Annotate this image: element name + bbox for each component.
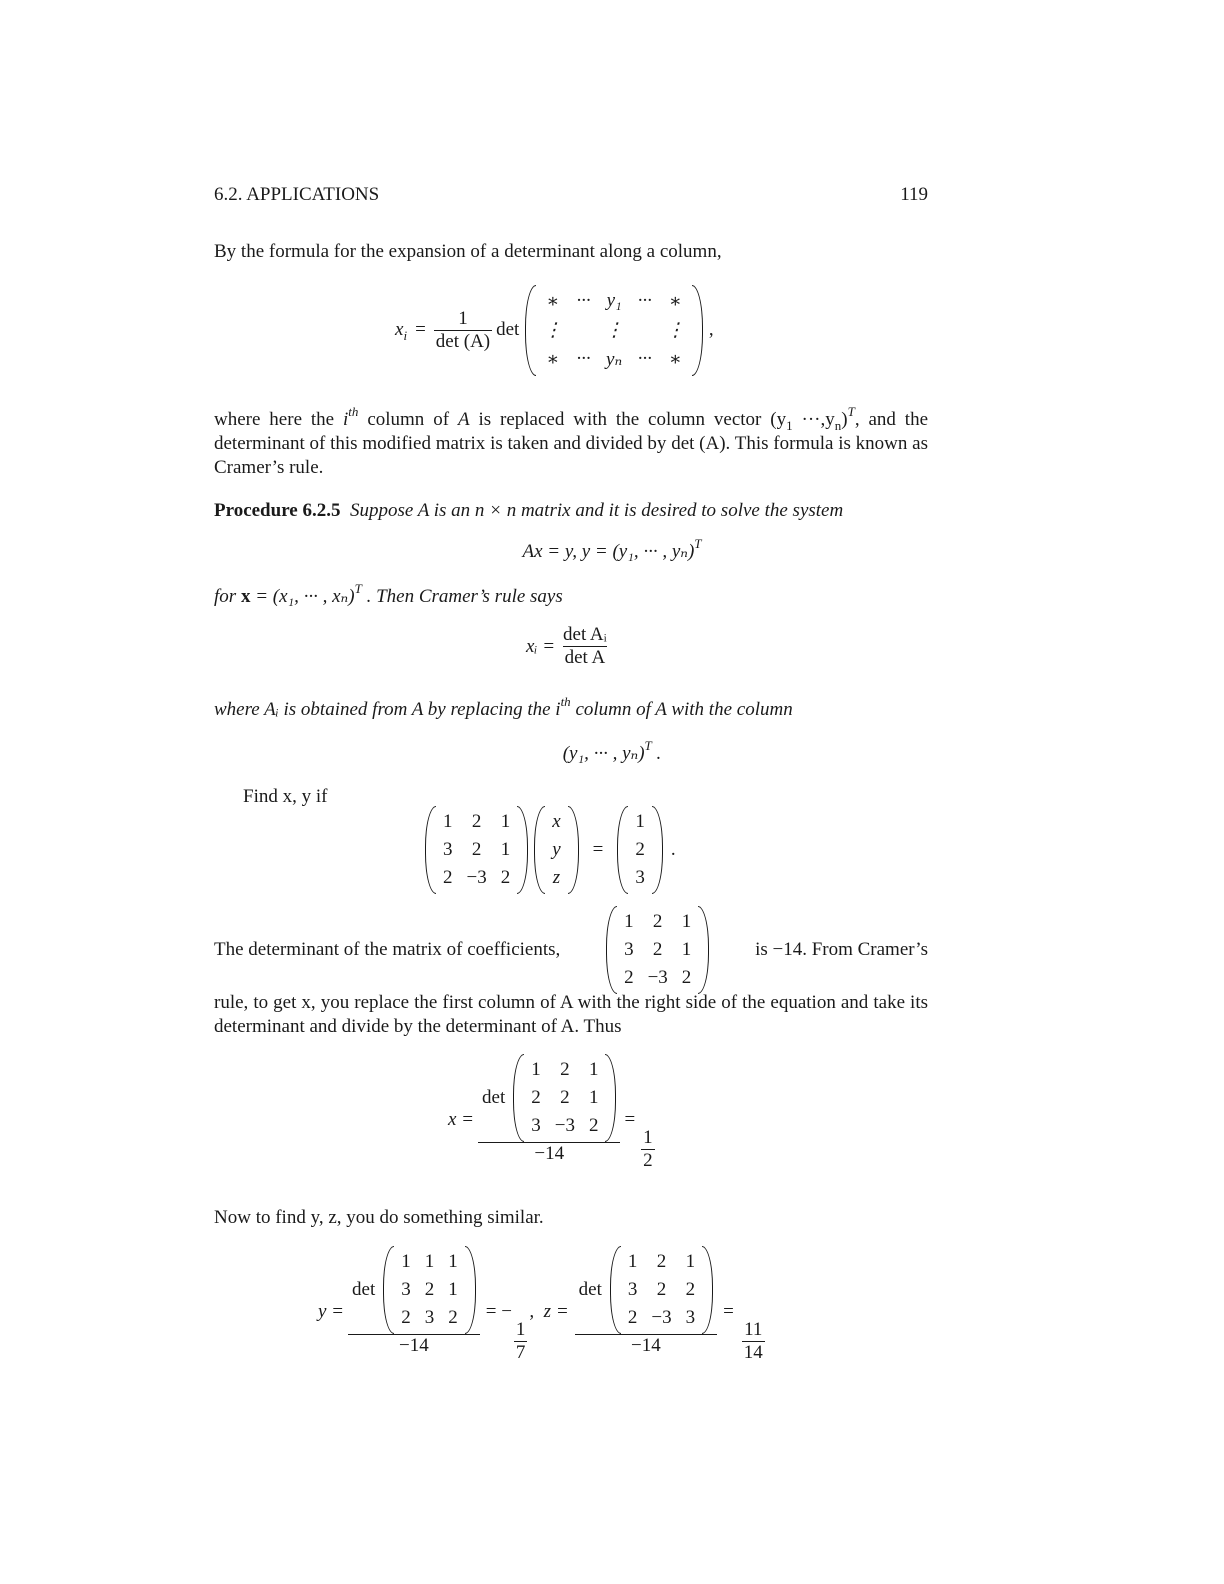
matrix-entry: 2 [424,1279,435,1300]
intro-text: By the formula for the expansion of a determinant along a column, [214,241,722,262]
matrix-row [545,864,567,892]
matrix-row [524,1112,605,1140]
eq1-equals: = [415,319,426,340]
procedure-label: Procedure 6.2.5 [214,500,341,521]
determinant-sentence: The determinant of the matrix of coefficients, 1 2 1 3 2 1 2 −3 2 is −14. From Cramer’s [214,906,928,994]
eq1-det: det [496,319,520,340]
matrix-entry: 2 [685,1279,696,1300]
matrix-entry: 1 [588,1087,599,1108]
matrix-row [536,316,692,345]
procedure-statement [214,499,928,523]
matrix-entry: 3 [443,839,453,860]
matrix-entry: ∗ [546,290,560,312]
matrix-entry: y [552,839,561,860]
matrix-row [545,836,567,864]
matrix-entry: 3 [424,1307,435,1328]
matrix-entry: 1 [681,939,692,960]
x-solution: x = det 1 2 1 2 2 1 3 −3 2 −14 = $\frac{1}{2}$ [448,1054,655,1165]
matrix-row [436,864,517,892]
matrix-entry: 2 [656,1279,667,1300]
matrix-entry: 2 [560,1059,570,1080]
page-number: 119 [900,184,928,205]
system-period: . [670,839,676,860]
matrix-entry: −3 [554,1115,575,1136]
example-prompt: Find x, y if [243,786,328,807]
matrix-entry: 1 [627,1251,638,1272]
matrix-row [524,1056,605,1084]
matrix-row [621,1248,702,1276]
procedure-system-equation: Ax = y, y = (y₁, ··· , yₙ)$^T$ [522,535,702,562]
z-numerator-matrix [610,1246,713,1334]
coefficient-matrix [425,806,528,894]
matrix-row [628,808,652,836]
matrix-entry: ⋮ [665,319,685,341]
matrix-entry: 1 [401,1251,411,1272]
variable-vector [534,806,578,894]
matrix-entry: 2 [401,1307,411,1328]
matrix-entry: y₁ [606,290,622,311]
matrix-row [394,1276,465,1304]
matrix-entry: 1 [500,811,511,832]
example-system [425,806,676,894]
matrix-entry: ··· [576,348,591,369]
matrix-entry: 2 [471,839,482,860]
matrix-entry: 3 [635,867,645,888]
eq1-matrix [525,285,703,376]
procedure-text: Suppose A is an n × n matrix and it is desired to solve the system [349,500,844,521]
matrix-entry: 2 [681,967,692,988]
y-fraction: det 1 1 1 3 2 1 2 3 2 −14 [350,1246,478,1357]
matrix-entry: ⋮ [543,319,563,341]
matrix-row [436,808,517,836]
matrix-entry: 3 [401,1279,411,1300]
x-numerator-matrix [513,1054,616,1142]
matrix-row [536,345,692,374]
matrix-entry: ··· [637,290,652,311]
matrix-entry: 2 [443,867,453,888]
y-numerator-matrix [383,1246,476,1334]
matrix-entry: ∗ [668,348,682,370]
matrix-entry: ··· [576,290,591,311]
matrix-entry: 1 [685,1251,696,1272]
matrix-entry: 2 [652,911,663,932]
matrix-row [628,836,652,864]
matrix-row [621,1276,702,1304]
matrix-entry: 1 [448,1251,458,1272]
matrix-entry: 1 [588,1059,599,1080]
procedure-for-line: for x = (x₁, ··· , xₙ)$^T$ . Then Cramer’s rule says [214,580,563,607]
matrix-entry: ··· [637,348,652,369]
matrix-entry: 2 [448,1307,458,1328]
matrix-entry: 3 [531,1115,541,1136]
matrix-entry: 1 [624,911,634,932]
matrix-entry: x [552,811,561,832]
matrix-entry: 2 [588,1115,599,1136]
eq1-comma: , [708,319,714,340]
matrix-entry: 2 [635,839,645,860]
running-header [214,184,928,208]
matrix-entry: 1 [424,1251,435,1272]
procedure-where-line: where Aᵢ is obtained from A by replacing the $i^{th}$ column of A with the column [214,693,793,720]
procedure-column-vector: (y₁, ··· , yₙ)$^T$ . [562,737,662,764]
matrix-entry: −3 [466,867,487,888]
matrix-row [621,1304,702,1332]
matrix-entry: 3 [624,939,634,960]
matrix-row [394,1248,465,1276]
matrix-entry: 1 [681,911,692,932]
matrix-entry: −3 [651,1307,672,1328]
cramer-rule-formula: xᵢ = $\frac{\text{det Aᵢ}}{\text{det A}}$ [526,624,607,668]
matrix-row [617,936,698,964]
det-paragraph-matrix [606,906,709,994]
matrix-row [436,836,517,864]
matrix-row [536,287,692,316]
matrix-entry: 2 [471,811,482,832]
matrix-entry: ∗ [546,348,560,370]
matrix-row [628,864,652,892]
section-title: 6.2. APPLICATIONS [214,184,380,205]
matrix-entry: 1 [448,1279,458,1300]
eq1-lhs: $x_i$ [395,319,408,343]
eq1-fraction: $\frac{1}{\det (A)}$ [435,307,491,352]
matrix-entry: yₙ [606,348,623,370]
determinant-sentence-continued: rule, to get x, you replace the first column of A with the right side of the equation and take its determinant and divide by the determinant of A. Thus [214,992,928,1037]
matrix-entry [631,316,659,345]
z-fraction: det 1 2 1 3 2 2 2 −3 3 −14 [577,1246,715,1357]
matrix-entry: 2 [560,1087,570,1108]
matrix-entry [569,316,597,345]
cramer-description: where here the $i^{th}$ column of A is replaced with the column vector $(y_1 \cdot\cdot\cdot,y_n)^T$, and the determinant of this modified matrix is taken and divided by det (A). This formula is known as Cramer’s rule. [214,403,928,478]
matrix-entry: 2 [500,867,511,888]
matrix-row [617,964,698,992]
matrix-entry: 1 [635,811,645,832]
matrix-row [545,808,567,836]
matrix-entry: 2 [531,1087,541,1108]
matrix-entry: 3 [627,1279,638,1300]
rhs-vector [617,806,663,894]
matrix-entry: 1 [531,1059,541,1080]
matrix-row [617,908,698,936]
matrix-entry: −3 [647,967,668,988]
yz-intro: Now to find y, z, you do something similar. [214,1207,544,1228]
matrix-entry: ⋮ [604,319,624,341]
matrix-entry: 1 [443,811,453,832]
matrix-row [394,1304,465,1332]
matrix-entry: 2 [656,1251,667,1272]
matrix-entry: 3 [685,1307,696,1328]
matrix-entry: 1 [500,839,511,860]
yz-solutions: y = det 1 1 1 3 2 1 2 3 2 −14 = − $\frac{1}{7}$ , z = det 1 2 1 3 2 2 2 −3 3 −14 = $\frac{11}{14}$ [318,1246,765,1357]
matrix-row [524,1084,605,1112]
matrix-entry: z [552,867,561,888]
system-equals: = [592,839,604,860]
equation-cramer-expansion [395,280,714,380]
matrix-entry: 2 [627,1307,638,1328]
matrix-entry: 2 [624,967,634,988]
matrix-entry: ∗ [668,290,682,312]
matrix-entry: 2 [652,939,663,960]
